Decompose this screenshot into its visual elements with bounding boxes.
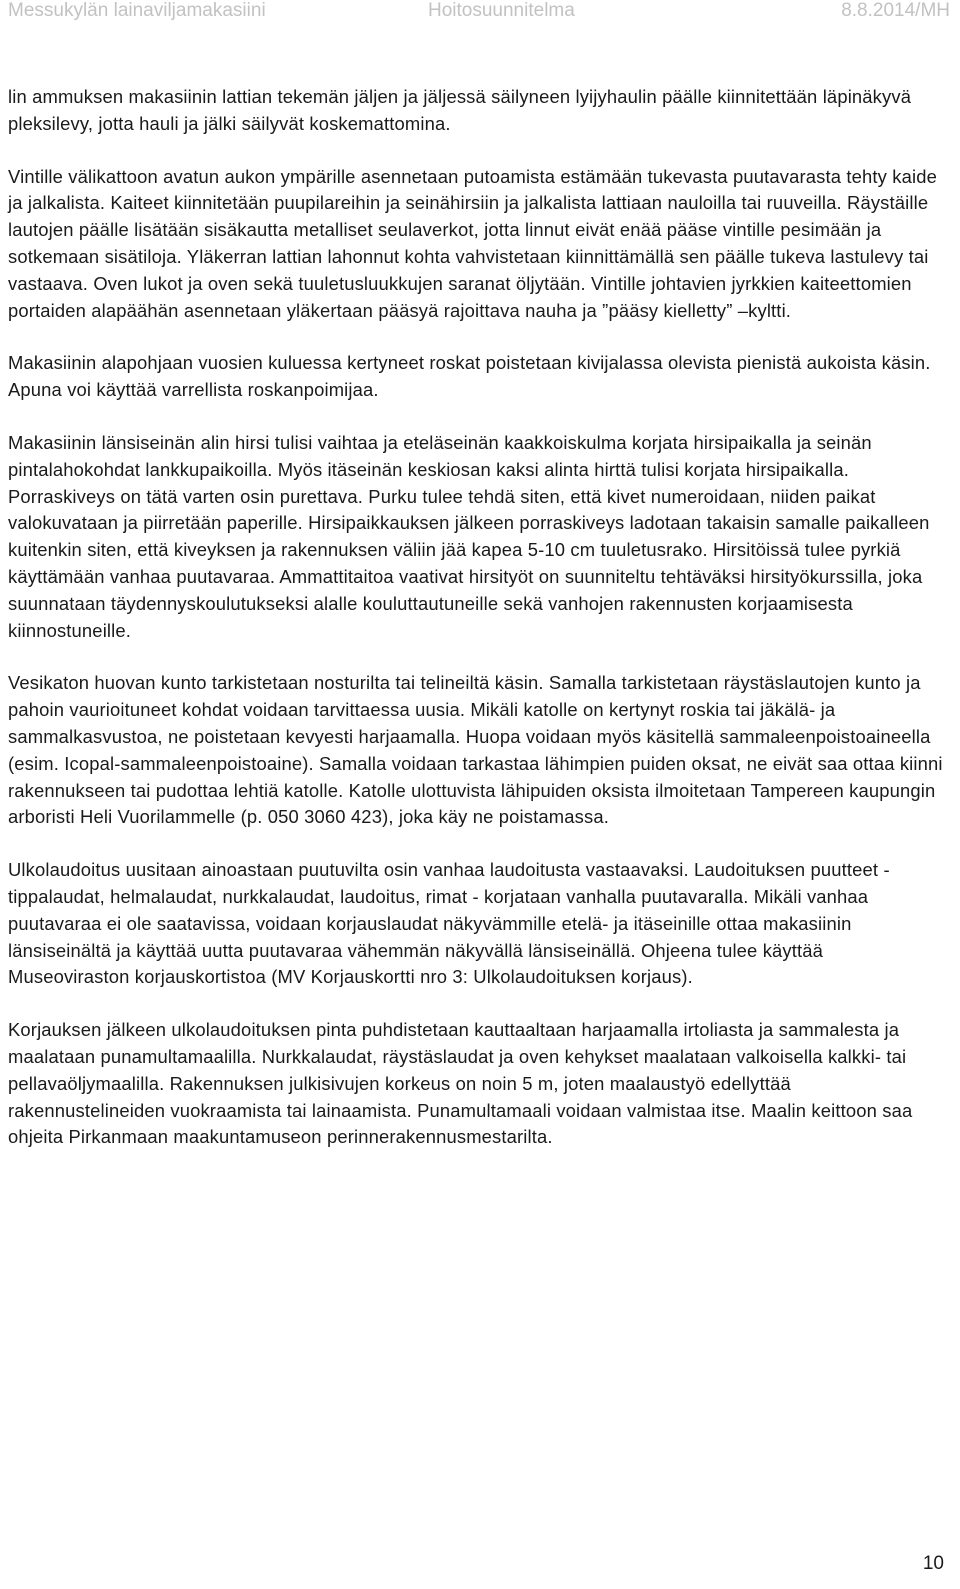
paragraph: Korjauksen jälkeen ulkolaudoituksen pinta puhdistetaan kauttaaltaan harjaamalla irtoliasta ja sammalesta ja maalataan punamultamaalilla. Nurkkalaudat, räystäslaudat ja oven kehykset maalataan valkoisella kalkki- tai pellavaöljymaalilla. Rakennuksen julkisivujen korkeus on noin 5 m, joten maalaustyö edellyttää rakennustelineiden vuokraamista tai lainaamista. Punamultamaali voidaan valmistaa itse. Maalin keittoon saa ohjeita Pirkanmaan maakuntamuseon perinnerakennusmestarilta.	[8, 1019, 913, 1148]
body-text	[8, 84, 945, 1151]
paragraph: Ulkolaudoitus uusitaan ainoastaan puutuvilta osin vanhaa laudoitusta vastaavaksi. Laudoituksen puutteet - tippalaudat, helmalaudat, nurkkalaudat, laudoitus, rimat - korjataan vanhalla puutavaralla. Mikäli vanhaa puutavaraa ei ole saatavissa, voidaan korjauslaudat näkyvämmille etelä- ja itäseinille ottaa makasiinin länsiseinältä ja käyttää uutta puutavaraa vähemmän näkyvällä länsiseinällä. Ohjeena tulee käyttää Museoviraston korjauskortistoa (MV Korjauskortti nro 3: Ulkolaudoituksen korjaus).	[8, 859, 890, 988]
paragraph: Makasiinin länsiseinän alin hirsi tulisi vaihtaa ja eteläseinän kaakkoiskulma korjata hirsipaikalla ja seinän pintalahokohdat lankkupaikoilla. Myös itäseinän keskiosan kaksi alinta hirttä tulisi korjata hirsipaikalla. Porraskiveys on tätä varten osin purettava. Purku tulee tehdä siten, että kivet numeroidaan, niiden paikat valokuvataan ja piirretään paperille. Hirsipaikkauksen jälkeen porraskiveys ladotaan takaisin samalle paikalleen kuitenkin siten, että kiveyksen ja rakennuksen väliin jää kapea 5-10 cm tuuletusrako. Hirsitöissä tulee pyrkiä käyttämään vanhaa puutavaraa. Ammattitaitoa vaativat hirsityöt on suunniteltu tehtäväksi hirsityökurssilla, joka suunnataan täydennyskoulutukseksi alalle kouluttautuneille sekä vanhojen rakennusten korjaamisesta kiinnostuneille.	[8, 431, 930, 641]
header-section-title: Hoitosuunnitelma	[428, 0, 575, 21]
paragraph: Makasiinin alapohjaan vuosien kuluessa kertyneet roskat poistetaan kivijalassa olevista pienistä aukoista käsin. Apuna voi käyttää varrellista roskanpoimijaa.	[8, 352, 931, 401]
page-number: 10	[922, 1553, 944, 1574]
header-date: 8.8.2014/MH	[841, 0, 950, 21]
paragraph: Vintille välikattoon avatun aukon ympärille asennetaan putoamista estämään tukevasta puutavarasta tehty kaide ja jalkalista. Kaiteet kiinnitetään puupilareihin ja seinähirsiin ja jalkalista lattiaan nauloilla tai ruuveilla. Räystäille lautojen päälle lisätään sisäkautta metalliset seulaverkot, jotta linnut eivät enää pääse vintille pesimään ja sotkemaan sisätiloja. Yläkerran lattian lahonnut kohta vahvistetaan kiinnittämällä sen päälle tukeva lastulevy tai vastaava. Oven lukot ja oven sekä tuuletusluukkujen saranat öljytään. Vintille johtavien jyrkkien kaiteettomien portaiden alapäähän asennetaan yläkertaan pääsyä rajoittava nauha ja ”pääsy kielletty” –kyltti.	[8, 165, 937, 321]
header-document-title: Messukylän lainaviljamakasiini	[8, 0, 266, 21]
page-header	[0, 0, 960, 30]
paragraph: Vesikaton huovan kunto tarkistetaan nosturilta tai telineiltä käsin. Samalla tarkistetaan räystäslautojen kunto ja pahoin vaurioituneet kohdat voidaan tarvittaessa uusia. Mikäli katolle on kertynyt roskia tai jäkälä- ja sammalkasvustoa, ne poistetaan kevyesti harjaamalla. Huopa voidaan myös käsitellä sammaleenpoistoaineella (esim. Icopal-sammaleenpoistoaine). Samalla voidaan tarkastaa lähimpien puiden oksat, ne eivät saa ottaa kiinni rakennukseen tai pudottaa lehtiä katolle. Katolle ulottuvista lähipuiden oksista ilmoitetaan Tampereen kaupungin arboristi Heli Vuorilammelle (p. 050 3060 423), joka käy ne poistamassa.	[8, 672, 943, 828]
paragraph: lin ammuksen makasiinin lattian tekemän jäljen ja jäljessä säilyneen lyijyhaulin päälle kiinnitettään läpinäkyvä pleksilevy, jotta hauli ja jälki säilyvät koskemattomina.	[8, 86, 912, 134]
